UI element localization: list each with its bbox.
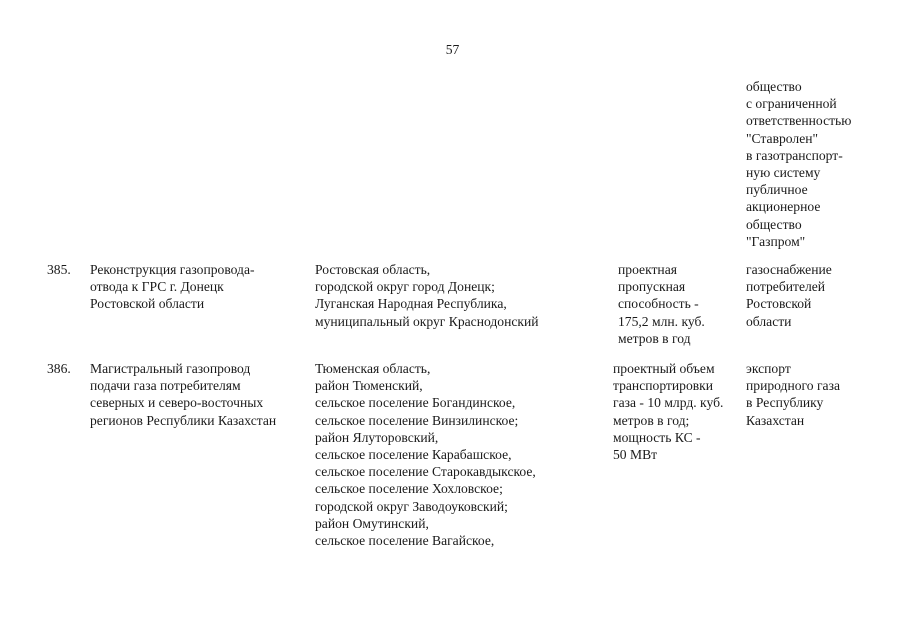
object-location: Тюменская область, район Тюменский, сельское поселение Богандинское, сельское поселение Винзилинское; район Ялуторовский, сельское поселение Карабашское, сельское поселение Старокавдыкское, сельское поселение Хохловское; городской округ Заводоуковский; район Омутинский, сельское поселение Вагайское,	[315, 361, 536, 549]
continued-purpose-cell: общество с ограниченной ответственностью "Ставролен" в газотранспорт- ную систему публичное акционерное общество "Газпром"	[746, 79, 852, 249]
object-name: Магистральный газопровод подачи газа потребителям северных и северо-восточных регионов Республики Казахстан	[90, 361, 277, 428]
page-number: 57	[445, 42, 460, 57]
object-name: Реконструкция газопровода- отвода к ГРС г. Донецк Ростовской области	[90, 262, 255, 312]
object-parameters: проектная пропускная способность - 175,2 млн. куб. метров в год	[618, 262, 705, 346]
object-parameters: проектный объем транспортировки газа - 10 млрд. куб. метров в год; мощность КС - 50 МВт	[613, 361, 724, 463]
row-number: 385.	[47, 262, 71, 277]
object-purpose: экспорт природного газа в Республику Казахстан	[746, 361, 840, 428]
row-number: 386.	[47, 361, 71, 376]
object-purpose: газоснабжение потребителей Ростовской области	[746, 262, 832, 329]
object-location: Ростовская область, городской округ город Донецк; Луганская Народная Республика, муниципальный округ Краснодонский	[315, 262, 539, 329]
